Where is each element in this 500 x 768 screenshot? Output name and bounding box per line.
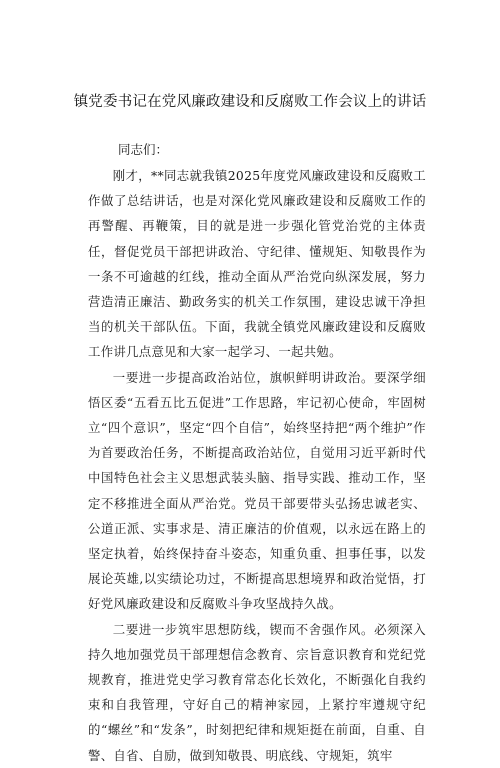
document-body <box>88 163 426 768</box>
paragraph-point-one: 一要进一步提高政治站位，旗帜鲜明讲政治。要深学细悟区委“五看五比五促进”工作思路，牢记初心使命，牢固树立“四个意识”，坚定“四个自信”，始终坚持把“两个维护”作为首要政治任务，不断提高政治站位，自觉用习近平新时代中国特色社会主义思想武装头脑、指导实践、推动工作，坚定不移推进全面从严治党。党员干部要带头弘扬忠诚老实、公道正派、实事求是、清正廉洁的价值观，以永远在路上的坚定执着，始终保持奋斗姿态，知重负重、担事任事，以发展论英雄,以实绩论功过，不断提高思想境界和政治觉悟，打好党风廉政建设和反腐败斗争攻坚战持久战。 <box>88 369 426 612</box>
salutation: 同志们： <box>118 142 169 157</box>
document-title: 镇党委书记在党风廉政建设和反腐败工作会议上的讲话 <box>73 94 427 110</box>
paragraph-intro: 刚才，**同志就我镇2025年度党风廉政建设和反腐败工作做了总结讲话，也是对深化党风廉政建设和反腐败工作的再警醒、再鞭策，目的就是进一步强化管党治党的主体责任，督促党员干部把讲政治、守纪律、懂规矩、知敬畏作为一条不可逾越的红线，推动全面从严治党向纵深发展，努力营造清正廉洁、勤政务实的机关工作氛围，建设忠诚干净担当的机关干部队伍。下面，我就全镇党风廉政建设和反腐败工作讲几点意见和大家一起学习、一起共勉。 <box>88 168 426 360</box>
paragraph-point-two: 二要进一步筑牢思想防线，锲而不舍强作风。必须深入持久地加强党员干部理想信念教育、宗旨意识教育和党纪党规教育，推进党史学习教育常态化长效化，不断强化自我约束和自我管理，守好自己的精神家园，上紧拧牢遵规守纪的“螺丝”和“发条”，时刻把纪律和规矩挺在前面，自重、自警、自省、自励，做到知敬畏、明底线、守规矩，筑牢 <box>88 621 426 763</box>
